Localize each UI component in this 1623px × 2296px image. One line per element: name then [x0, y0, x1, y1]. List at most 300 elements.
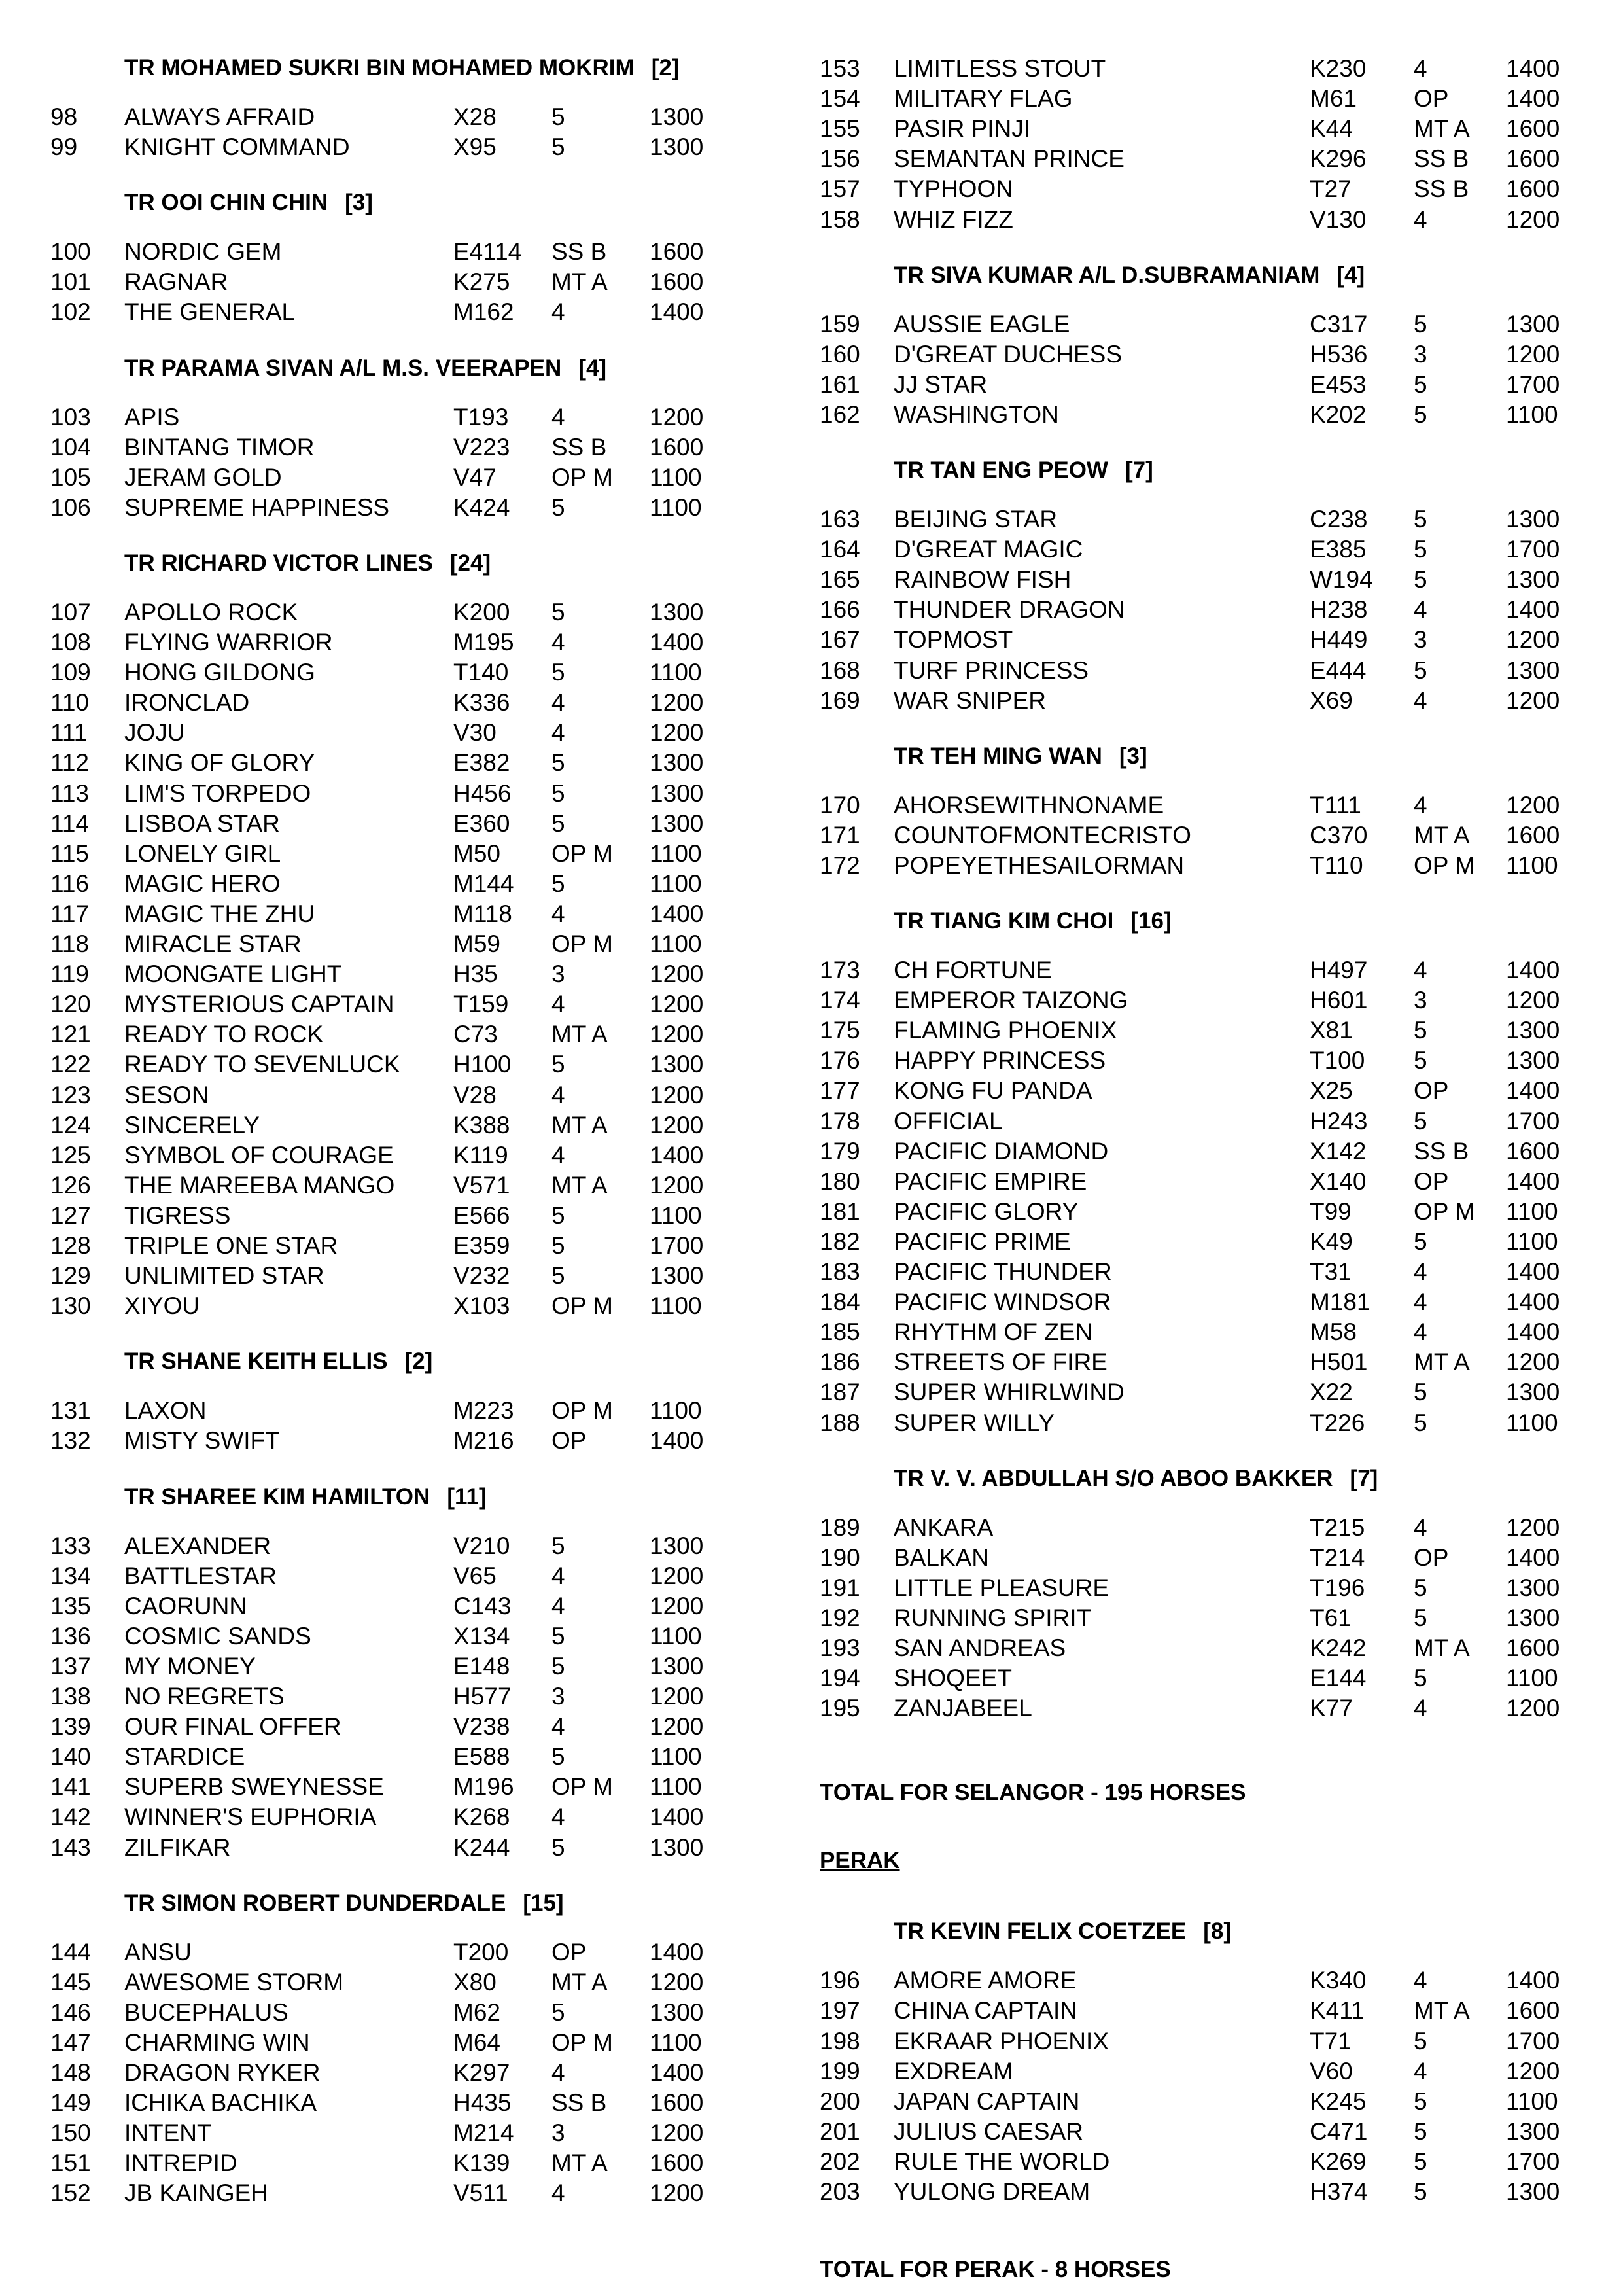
- horse-name: SHOQEET: [894, 1665, 1012, 1692]
- horse-code: C238: [1310, 506, 1368, 533]
- horse-class: OP: [551, 1427, 587, 1455]
- horse-distance: 1400: [1506, 1077, 1560, 1104]
- horse-distance: 1200: [1506, 1513, 1560, 1541]
- horse-number: 155: [820, 115, 860, 143]
- horse-distance: 1300: [1506, 1017, 1560, 1044]
- horse-code: C317: [1310, 310, 1368, 338]
- horse-number: 100: [50, 238, 91, 266]
- horse-name: PACIFIC PRIME: [894, 1227, 1071, 1255]
- horse-number: 174: [820, 987, 860, 1014]
- horse-row: [0, 1968, 785, 1998]
- horse-class: OP: [1414, 85, 1449, 113]
- horse-row: [0, 1110, 785, 1140]
- horse-distance: 1100: [650, 1201, 702, 1229]
- horse-class: 5: [1414, 1107, 1427, 1135]
- horse-class: 5: [1414, 310, 1427, 338]
- horse-number: 111: [50, 719, 88, 747]
- horse-class: MT A: [551, 268, 608, 296]
- horse-class: 4: [551, 1141, 565, 1169]
- horse-name: BEIJING STAR: [894, 506, 1058, 533]
- horse-row: [769, 174, 1623, 204]
- horse-code: K119: [453, 1141, 508, 1169]
- horse-code: K44: [1310, 115, 1353, 143]
- horse-number: 102: [50, 298, 91, 326]
- horse-count: [11]: [447, 1483, 487, 1510]
- horse-row: [769, 1016, 1623, 1046]
- horse-number: 128: [50, 1232, 91, 1259]
- horse-code: V238: [453, 1713, 510, 1740]
- horse-code: V60: [1310, 2057, 1353, 2085]
- horse-class: 4: [1414, 1318, 1427, 1346]
- horse-class: 5: [551, 103, 565, 130]
- horse-distance: 1100: [650, 1743, 702, 1771]
- horse-distance: 1200: [1506, 987, 1560, 1014]
- horse-row: [0, 597, 785, 627]
- horse-class: 4: [551, 1592, 565, 1619]
- horse-number: 160: [820, 340, 860, 368]
- horse-code: M196: [453, 1773, 514, 1801]
- horse-number: 197: [820, 1997, 860, 2024]
- horse-class: 4: [1414, 596, 1427, 624]
- horse-code: K297: [453, 2059, 510, 2086]
- horse-class: 4: [1414, 686, 1427, 714]
- horse-count: [2]: [651, 55, 680, 80]
- horse-name: YULONG DREAM: [894, 2178, 1091, 2205]
- horse-name: TYPHOON: [894, 175, 1013, 203]
- horse-code: X80: [453, 1968, 497, 1996]
- horse-class: MT A: [551, 1021, 608, 1048]
- horse-distance: 1400: [1506, 957, 1560, 983]
- horse-code: K268: [453, 1803, 510, 1831]
- horse-row: [0, 1080, 785, 1110]
- horse-distance: 1600: [650, 2089, 704, 2117]
- horse-code: K340: [1310, 1967, 1367, 1994]
- horse-class: 4: [1414, 2057, 1427, 2085]
- horse-name: PASIR PINJI: [894, 115, 1031, 143]
- horse-distance: 1100: [650, 2028, 702, 2056]
- horse-code: K275: [453, 268, 510, 296]
- horse-class: 5: [1414, 370, 1427, 398]
- horse-class: 3: [1414, 626, 1427, 654]
- horse-row: [769, 535, 1623, 565]
- horse-code: X69: [1310, 686, 1353, 714]
- horse-name: KING OF GLORY: [124, 749, 315, 777]
- horse-row: [769, 821, 1623, 851]
- horse-class: SS B: [1414, 145, 1469, 173]
- horse-name: NO REGRETS: [124, 1683, 285, 1710]
- horse-code: T110: [1310, 851, 1363, 879]
- horse-row: [0, 1802, 785, 1832]
- horse-code: K245: [1310, 2087, 1367, 2115]
- horse-name: LONELY GIRL: [124, 839, 281, 867]
- horse-row: [0, 779, 785, 809]
- horse-number: 194: [820, 1665, 860, 1692]
- horse-code: H577: [453, 1683, 512, 1710]
- horse-class: SS B: [1414, 175, 1469, 203]
- horse-code: H374: [1310, 2178, 1368, 2205]
- horse-name: TIGRESS: [124, 1201, 231, 1229]
- horse-row: [769, 1137, 1623, 1167]
- horse-code: E360: [453, 809, 510, 837]
- horse-name: TOPMOST: [894, 626, 1013, 654]
- horse-number: 173: [820, 957, 860, 983]
- trainer-heading: [894, 1918, 1623, 1945]
- horse-name: ICHIKA BACHIKA: [124, 2089, 317, 2117]
- horse-code: H601: [1310, 987, 1368, 1014]
- horse-name: STARDICE: [124, 1743, 245, 1771]
- horse-number: 156: [820, 145, 860, 173]
- horse-distance: 1100: [650, 1773, 702, 1801]
- horse-number: 185: [820, 1318, 860, 1346]
- horse-class: 4: [551, 900, 565, 927]
- horse-code: C143: [453, 1592, 512, 1619]
- horse-name: RULE THE WORLD: [894, 2147, 1110, 2175]
- horse-name: EKRAAR PHOENIX: [894, 2027, 1109, 2055]
- horse-name: MAGIC HERO: [124, 870, 281, 897]
- horse-row: [0, 1531, 785, 1561]
- horse-name: D'GREAT DUCHESS: [894, 340, 1123, 368]
- horse-row: [769, 2087, 1623, 2117]
- horse-number: 124: [50, 1111, 91, 1139]
- horse-code: H456: [453, 779, 512, 807]
- horse-class: 5: [1414, 1379, 1427, 1406]
- horse-code: E444: [1310, 656, 1367, 684]
- horse-row: [769, 851, 1623, 881]
- horse-row: [0, 1742, 785, 1772]
- horse-number: 186: [820, 1349, 860, 1376]
- horse-row: [0, 1050, 785, 1080]
- horse-number: 188: [820, 1409, 860, 1436]
- horse-class: 5: [551, 1232, 565, 1259]
- horse-distance: 1200: [650, 961, 704, 988]
- horse-class: MT A: [551, 1111, 608, 1139]
- horse-code: H449: [1310, 626, 1368, 654]
- horse-class: 5: [1414, 2087, 1427, 2115]
- horse-number: 192: [820, 1604, 860, 1631]
- horse-name: ZANJABEEL: [894, 1695, 1032, 1722]
- horse-distance: 1200: [650, 1683, 704, 1710]
- horse-class: 4: [1414, 55, 1427, 82]
- horse-code: K242: [1310, 1634, 1367, 1661]
- horse-class: MT A: [551, 1968, 608, 1996]
- horse-distance: 1400: [650, 1141, 704, 1169]
- horse-name: OUR FINAL OFFER: [124, 1713, 341, 1740]
- horse-row: [0, 1396, 785, 1426]
- horse-code: V130: [1310, 205, 1367, 233]
- horse-distance: 1200: [1506, 686, 1560, 714]
- horse-code: K269: [1310, 2147, 1367, 2175]
- horse-number: 106: [50, 493, 91, 521]
- horse-code: X28: [453, 103, 497, 130]
- horse-class: 5: [551, 1743, 565, 1771]
- horse-number: 172: [820, 851, 860, 879]
- horse-distance: 1100: [650, 659, 702, 686]
- horse-name: ALEXANDER: [124, 1532, 271, 1559]
- horse-number: 183: [820, 1258, 860, 1285]
- horse-name: XIYOU: [124, 1292, 200, 1320]
- horse-number: 126: [50, 1171, 91, 1199]
- horse-row: [0, 1019, 785, 1050]
- horse-count: [24]: [449, 550, 491, 576]
- horse-distance: 1300: [1506, 506, 1560, 533]
- horse-class: 5: [1414, 536, 1427, 563]
- horse-code: E588: [453, 1743, 510, 1771]
- horse-class: 3: [1414, 340, 1427, 368]
- horse-row: [769, 565, 1623, 595]
- horse-row: [0, 1291, 785, 1321]
- horse-distance: 1400: [1506, 55, 1560, 82]
- horse-class: 3: [551, 961, 565, 988]
- horse-class: 5: [551, 1262, 565, 1290]
- horse-class: OP: [1414, 1077, 1449, 1104]
- trainer-name: TR SHANE KEITH ELLIS: [124, 1349, 388, 1375]
- horse-row: [769, 1227, 1623, 1257]
- horse-row: [769, 1257, 1623, 1287]
- horse-class: MT A: [1414, 1349, 1470, 1376]
- horse-row: [0, 1651, 785, 1682]
- horse-number: 154: [820, 85, 860, 113]
- horse-distance: 1200: [1506, 791, 1560, 819]
- horse-row: [0, 929, 785, 959]
- horse-row: [769, 595, 1623, 625]
- horse-code: T31: [1310, 1258, 1352, 1285]
- horse-number: 117: [50, 900, 89, 927]
- horse-code: C471: [1310, 2117, 1368, 2145]
- horse-code: K77: [1310, 1695, 1353, 1722]
- horse-row: [769, 2057, 1623, 2087]
- horse-number: 148: [50, 2059, 91, 2086]
- horse-name: PACIFIC DIAMOND: [894, 1137, 1109, 1165]
- horse-code: V47: [453, 463, 497, 491]
- horse-class: 5: [1414, 1409, 1427, 1436]
- horse-number: 147: [50, 2028, 91, 2056]
- horse-count: [4]: [578, 355, 607, 381]
- horse-distance: 1300: [650, 1833, 704, 1861]
- horse-name: HONG GILDONG: [124, 659, 315, 686]
- horse-distance: 1400: [650, 900, 704, 927]
- horse-name: READY TO ROCK: [124, 1021, 324, 1048]
- horse-row: [0, 809, 785, 839]
- trainer-name: TR OOI CHIN CHIN: [124, 190, 328, 216]
- trainer-heading: [124, 1484, 909, 1510]
- trainer-name: TR SHAREE KIM HAMILTON: [124, 1483, 430, 1510]
- horse-number: 150: [50, 2119, 91, 2147]
- horse-code: X140: [1310, 1167, 1367, 1195]
- horse-row: [0, 718, 785, 748]
- horse-code: T61: [1310, 1604, 1352, 1631]
- horse-count: [3]: [345, 190, 373, 216]
- horse-name: WAR SNIPER: [894, 686, 1046, 714]
- horse-row: [769, 84, 1623, 114]
- horse-code: X142: [1310, 1137, 1367, 1165]
- horse-code: H238: [1310, 596, 1368, 624]
- horse-code: T140: [453, 659, 509, 686]
- horse-class: 4: [551, 1562, 565, 1589]
- horse-class: OP: [1414, 1167, 1449, 1195]
- horse-class: 5: [1414, 400, 1427, 428]
- horse-distance: 1100: [1506, 1665, 1558, 1692]
- horse-distance: 1100: [650, 1622, 702, 1650]
- horse-row: [0, 658, 785, 688]
- horse-class: 5: [551, 809, 565, 837]
- horse-row: [0, 2148, 785, 2178]
- horse-number: 200: [820, 2087, 860, 2115]
- horse-distance: 1200: [650, 2119, 704, 2147]
- horse-code: M59: [453, 930, 500, 957]
- horse-distance: 1300: [650, 1532, 704, 1559]
- horse-class: 4: [551, 298, 565, 326]
- horse-number: 125: [50, 1141, 91, 1169]
- horse-number: 118: [50, 930, 89, 957]
- horse-name: MYSTERIOUS CAPTAIN: [124, 991, 394, 1018]
- horse-number: 159: [820, 310, 860, 338]
- horse-row: [0, 688, 785, 718]
- horse-number: 116: [50, 870, 89, 897]
- horse-distance: 1600: [1506, 175, 1560, 203]
- horse-name: RAGNAR: [124, 268, 228, 296]
- horse-number: 105: [50, 463, 91, 491]
- horse-name: MIRACLE STAR: [124, 930, 302, 957]
- horse-name: MY MONEY: [124, 1652, 256, 1680]
- horse-number: 171: [820, 821, 860, 849]
- horse-code: M118: [453, 900, 512, 927]
- horse-code: K244: [453, 1833, 510, 1861]
- horse-class: 5: [551, 659, 565, 686]
- horse-distance: 1200: [650, 2180, 704, 2207]
- horse-number: 182: [820, 1227, 860, 1255]
- horse-class: 4: [1414, 1288, 1427, 1316]
- horse-class: 5: [1414, 2147, 1427, 2175]
- horse-row: [0, 1140, 785, 1171]
- horse-distance: 1300: [650, 1051, 704, 1078]
- horse-distance: 1400: [1506, 596, 1560, 624]
- horse-number: 158: [820, 205, 860, 233]
- horse-class: 4: [551, 1803, 565, 1831]
- horse-row: [0, 1426, 785, 1456]
- horse-class: 5: [1414, 1227, 1427, 1255]
- horse-distance: 1300: [1506, 1574, 1560, 1601]
- horse-class: 3: [1414, 987, 1427, 1014]
- horse-name: READY TO SEVENLUCK: [124, 1051, 400, 1078]
- horse-code: K200: [453, 598, 510, 626]
- horse-name: JAPAN CAPTAIN: [894, 2087, 1080, 2115]
- horse-number: 153: [820, 55, 860, 82]
- horse-distance: 1300: [1506, 656, 1560, 684]
- horse-name: AUSSIE EAGLE: [894, 310, 1070, 338]
- horse-name: LIM'S TORPEDO: [124, 779, 311, 807]
- horse-distance: 1200: [650, 1713, 704, 1740]
- horse-distance: 1200: [1506, 2057, 1560, 2085]
- horse-class: 4: [551, 719, 565, 747]
- horse-name: CAORUNN: [124, 1592, 247, 1619]
- horse-number: 138: [50, 1683, 91, 1710]
- horse-row: [769, 114, 1623, 144]
- horse-code: E385: [1310, 536, 1367, 563]
- horse-row: [769, 1693, 1623, 1723]
- horse-name: PACIFIC THUNDER: [894, 1258, 1112, 1285]
- horse-code: K139: [453, 2149, 510, 2177]
- horse-code: H435: [453, 2089, 512, 2117]
- horse-name: STREETS OF FIRE: [894, 1349, 1108, 1376]
- horse-distance: 1300: [1506, 2117, 1560, 2145]
- horse-name: SESON: [124, 1081, 209, 1108]
- horse-number: 162: [820, 400, 860, 428]
- horse-number: 131: [50, 1397, 91, 1424]
- horse-name: CH FORTUNE: [894, 957, 1052, 983]
- horse-class: OP M: [551, 2028, 613, 2056]
- trainer-heading: [894, 457, 1623, 484]
- horse-row: [0, 1712, 785, 1742]
- horse-distance: 1600: [650, 238, 704, 266]
- horse-distance: 1400: [1506, 1258, 1560, 1285]
- horse-class: 5: [551, 779, 565, 807]
- horse-number: 191: [820, 1574, 860, 1601]
- horse-distance: 1200: [650, 1111, 704, 1139]
- horse-row: [769, 400, 1623, 430]
- horse-number: 165: [820, 566, 860, 593]
- horse-distance: 1100: [650, 839, 702, 867]
- horse-code: E359: [453, 1232, 510, 1259]
- horse-name: PACIFIC WINDSOR: [894, 1288, 1111, 1316]
- horse-name: UNLIMITED STAR: [124, 1262, 324, 1290]
- horse-class: 5: [551, 1051, 565, 1078]
- horse-name: D'GREAT MAGIC: [894, 536, 1083, 563]
- horse-code: T226: [1310, 1409, 1365, 1436]
- horse-code: K424: [453, 493, 510, 521]
- horse-code: M144: [453, 870, 514, 897]
- horse-code: C370: [1310, 821, 1368, 849]
- horse-row: [769, 2147, 1623, 2177]
- horse-class: 5: [1414, 1665, 1427, 1692]
- horse-class: 5: [1414, 2178, 1427, 2205]
- horse-row: [0, 2178, 785, 2208]
- state-heading-perak: PERAK: [820, 1848, 900, 1874]
- horse-row: [0, 1171, 785, 1201]
- horse-class: 3: [551, 2119, 565, 2147]
- horse-distance: 1200: [650, 1021, 704, 1048]
- horse-row: [0, 1591, 785, 1621]
- horse-code: T214: [1310, 1544, 1365, 1571]
- horse-number: 166: [820, 596, 860, 624]
- horse-name: BUCEPHALUS: [124, 1998, 288, 2026]
- horse-row: [0, 2028, 785, 2058]
- horse-distance: 1600: [1506, 115, 1560, 143]
- horse-number: 127: [50, 1201, 91, 1229]
- horse-code: M214: [453, 2119, 514, 2147]
- horse-class: 4: [1414, 957, 1427, 983]
- horse-distance: 1200: [650, 1592, 704, 1619]
- horse-name: RHYTHM OF ZEN: [894, 1318, 1093, 1346]
- trainer-name: TR RICHARD VICTOR LINES: [124, 550, 433, 576]
- horse-class: MT A: [1414, 1634, 1470, 1661]
- horse-row: [769, 1573, 1623, 1603]
- horse-distance: 1300: [650, 598, 704, 626]
- horse-code: M64: [453, 2028, 500, 2056]
- horse-class: SS B: [1414, 1137, 1469, 1165]
- horse-name: NORDIC GEM: [124, 238, 282, 266]
- horse-row: [769, 1633, 1623, 1663]
- horse-number: 152: [50, 2180, 91, 2207]
- horse-distance: 1600: [1506, 1997, 1560, 2024]
- horse-code: K388: [453, 1111, 510, 1139]
- horse-name: JERAM GOLD: [124, 463, 282, 491]
- horse-name: DRAGON RYKER: [124, 2059, 321, 2086]
- horse-row: [0, 1231, 785, 1261]
- horse-class: 5: [1414, 506, 1427, 533]
- horse-distance: 1300: [1506, 1379, 1560, 1406]
- horse-name: AMORE AMORE: [894, 1967, 1077, 1994]
- horse-code: H497: [1310, 957, 1368, 983]
